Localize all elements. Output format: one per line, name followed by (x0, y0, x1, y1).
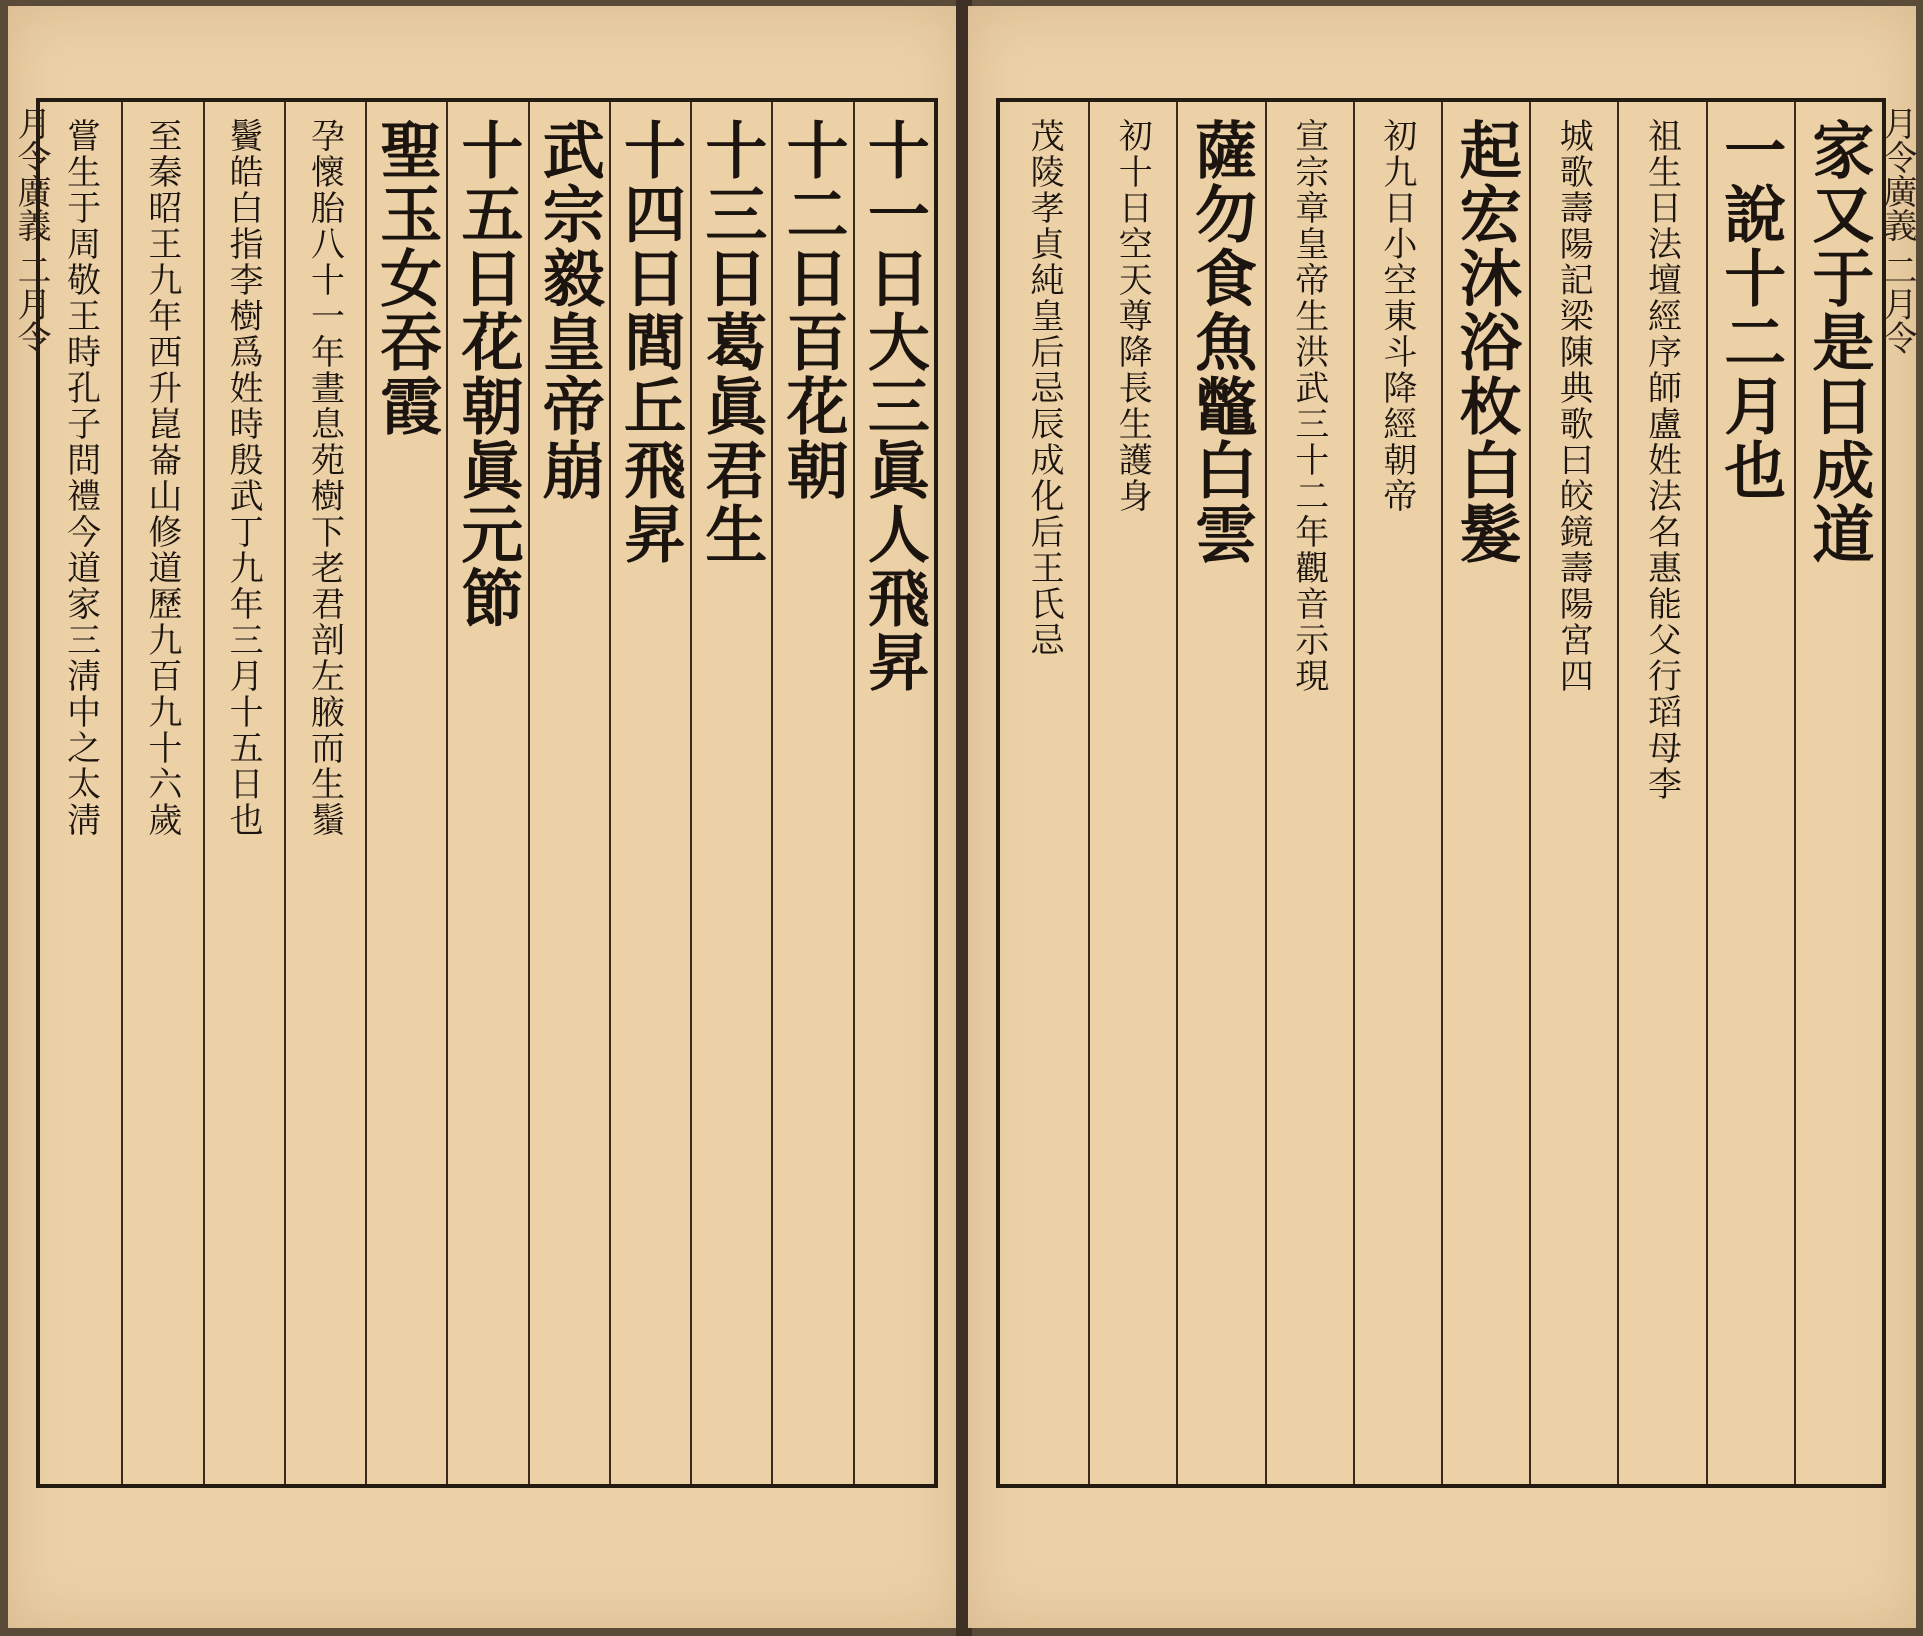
text-column: 十五日花朝眞元節 (451, 118, 524, 630)
text-column: 初十日空天尊降長生護身 (1112, 118, 1153, 514)
column-rule (771, 102, 773, 1484)
text-column: 十一日大三眞人飛昇 (857, 118, 931, 694)
text-column: 家又于是日成道 (1801, 118, 1875, 566)
text-column: 孕懷胎八十一年晝息苑樹下老君剖左腋而生鬚 (304, 118, 345, 838)
column-rule (609, 102, 611, 1484)
column-rule (1794, 102, 1796, 1484)
text-column: 聖玉女吞霞 (369, 118, 443, 438)
text-column: 武宗毅皇帝崩 (532, 118, 606, 502)
column-rule (1176, 102, 1178, 1484)
column-rule (446, 102, 448, 1484)
text-column: 薩勿食魚鼈白雲 (1184, 118, 1258, 566)
column-rule (1088, 102, 1090, 1484)
text-column: 祖生日法壇經序師盧姓法名惠能父行瑫母李 (1641, 118, 1682, 802)
right-page (968, 6, 1916, 1628)
column-rule (1353, 102, 1355, 1484)
column-rule (203, 102, 205, 1484)
text-column: 至秦昭王九年西升崑崙山修道歷九百九十六歲 (141, 118, 182, 838)
margin-title: 月令廣義 二月令 (11, 106, 51, 355)
column-rule (853, 102, 855, 1484)
text-column: 十四日閭丘飛昇 (613, 118, 687, 566)
column-rule (284, 102, 286, 1484)
text-column: 十二日百花朝 (776, 118, 850, 502)
column-rule (1441, 102, 1443, 1484)
left-page (8, 6, 960, 1628)
column-rule (365, 102, 367, 1484)
left-text-frame (36, 98, 938, 1488)
text-column: 茂陵孝貞純皇后忌辰成化后王氏忌 (1024, 118, 1065, 658)
text-column: 十三日葛眞君生 (694, 118, 768, 566)
column-rule (690, 102, 692, 1484)
column-rule (121, 102, 123, 1484)
margin-title: 月令廣義 二月令 (1877, 106, 1917, 355)
text-column: 宣宗章皇帝生洪武三十二年觀音示現 (1288, 118, 1329, 694)
text-column: 起宏沐浴枚白髮 (1449, 118, 1523, 566)
text-column: 初九日小空東斗降經朝帝 (1376, 118, 1417, 514)
column-rule (1529, 102, 1531, 1484)
column-rule (528, 102, 530, 1484)
column-rule (1706, 102, 1708, 1484)
text-column: 嘗生于周敬王時孔子問禮今道家三淸中之太淸 (60, 118, 101, 838)
text-column: 一說十二月也 (1713, 118, 1787, 502)
right-text-frame (996, 98, 1886, 1488)
text-column: 鬢皓白指李樹爲姓時殷武丁九年三月十五日也 (223, 118, 264, 838)
column-rule (1617, 102, 1619, 1484)
column-rule (1265, 102, 1267, 1484)
text-column: 城歌壽陽記梁陳典歌曰皎鏡壽陽宮四 (1553, 118, 1594, 694)
